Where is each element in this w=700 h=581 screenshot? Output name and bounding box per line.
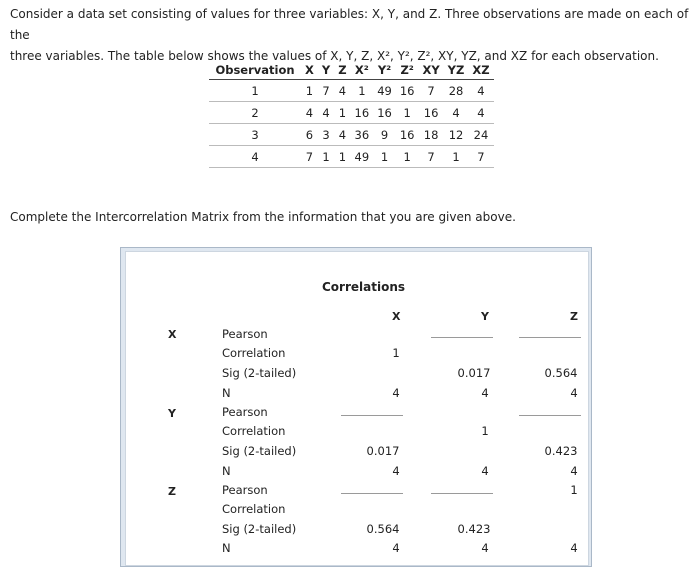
- table-cell: 1: [334, 146, 350, 168]
- z-x-n: 4: [392, 541, 400, 555]
- z-y-sig: 0.423: [457, 522, 491, 536]
- table-cell: 24: [468, 124, 493, 146]
- stat-label-sig: Sig (2-tailed): [222, 444, 297, 458]
- table-cell: 7: [301, 146, 318, 168]
- col-header-x: X: [392, 310, 401, 323]
- table-row: [209, 80, 494, 102]
- header-y: Y: [321, 63, 331, 77]
- table-cell: 1: [318, 146, 334, 168]
- header-z: Z: [338, 63, 347, 77]
- row-label-y: Y: [168, 407, 176, 420]
- header-observation: Observation: [215, 63, 295, 77]
- table-cell: 49: [351, 146, 374, 168]
- header-xz: XZ: [472, 63, 490, 77]
- table-cell: 7: [468, 146, 493, 168]
- stat-label-sig: Sig (2-tailed): [222, 366, 297, 380]
- table-row: [209, 102, 494, 124]
- stat-label-n: N: [222, 386, 231, 400]
- stat-label-n: N: [222, 541, 231, 555]
- table-cell: 12: [444, 124, 469, 146]
- observation-table: [209, 61, 494, 168]
- table-row: [209, 146, 494, 168]
- table-cell: 49: [373, 80, 396, 102]
- table-row: [209, 124, 494, 146]
- z-y-n: 4: [481, 541, 489, 555]
- table-cell: 7: [318, 80, 334, 102]
- table-cell: 4: [209, 146, 301, 168]
- intro-line-2: three variables. The table below shows the values of X, Y, Z, X², Y², Z², XY, YZ, and XZ for each observation.: [10, 49, 659, 63]
- table-cell: 1: [209, 80, 301, 102]
- table-cell: 28: [444, 80, 469, 102]
- header-z2: Z²: [400, 63, 414, 77]
- table-cell: 1: [396, 102, 419, 124]
- header-x2: X²: [354, 63, 369, 77]
- table-cell: 1: [444, 146, 469, 168]
- z-x-sig: 0.564: [366, 522, 400, 536]
- y-z-n: 4: [570, 464, 578, 478]
- stat-label-pearson: Pearson: [222, 405, 268, 419]
- stat-label-correlation: Correlation: [222, 502, 286, 516]
- header-xy: XY: [422, 63, 440, 77]
- table-cell: 7: [418, 80, 443, 102]
- correlations-title: Correlations: [322, 280, 406, 294]
- table-cell: 16: [418, 102, 443, 124]
- y-y-correlation: 1: [481, 424, 489, 438]
- table-cell: 7: [418, 146, 443, 168]
- table-cell: 16: [373, 102, 396, 124]
- z-y-correlation-input[interactable]: [431, 479, 493, 494]
- table-cell: 4: [444, 102, 469, 124]
- stat-label-pearson: Pearson: [222, 327, 268, 341]
- x-z-correlation-input[interactable]: [519, 323, 581, 338]
- correlations-panel: [120, 247, 592, 567]
- instructions-text: Complete the Intercorrelation Matrix from the information that you are given above.: [10, 210, 516, 224]
- col-header-y: Y: [481, 310, 489, 323]
- table-cell: 1: [396, 146, 419, 168]
- table-cell: 4: [334, 80, 350, 102]
- header-x: X: [305, 63, 314, 77]
- table-cell: 1: [373, 146, 396, 168]
- header-yz: YZ: [447, 63, 465, 77]
- col-header-z: Z: [570, 310, 578, 323]
- table-cell: 16: [396, 80, 419, 102]
- x-y-sig: 0.017: [457, 366, 491, 380]
- row-label-z: Z: [168, 485, 176, 498]
- y-z-correlation-input[interactable]: [519, 401, 581, 416]
- table-cell: 1: [351, 80, 374, 102]
- table-cell: 1: [334, 102, 350, 124]
- z-x-correlation-input[interactable]: [341, 479, 403, 494]
- z-z-n: 4: [570, 541, 578, 555]
- table-cell: 4: [318, 102, 334, 124]
- y-z-sig: 0.423: [544, 444, 578, 458]
- intro-line-1: Consider a data set consisting of values for three variables: X, Y, and Z. Three observations are made on each of the: [10, 7, 689, 42]
- table-cell: 36: [351, 124, 374, 146]
- table-cell: 4: [468, 80, 493, 102]
- table-cell: 4: [468, 102, 493, 124]
- table-cell: 6: [301, 124, 318, 146]
- z-z-correlation: 1: [570, 483, 578, 497]
- x-x-n: 4: [392, 386, 400, 400]
- table-cell: 16: [396, 124, 419, 146]
- stat-label-sig: Sig (2-tailed): [222, 522, 297, 536]
- header-y2: Y²: [377, 63, 392, 77]
- x-y-correlation-input[interactable]: [431, 323, 493, 338]
- table-cell: 18: [418, 124, 443, 146]
- correlations-table: [125, 251, 589, 566]
- table-cell: 3: [318, 124, 334, 146]
- stat-label-correlation: Correlation: [222, 346, 286, 360]
- stat-label-correlation: Correlation: [222, 424, 286, 438]
- table-cell: 1: [301, 80, 318, 102]
- stat-label-n: N: [222, 464, 231, 478]
- x-x-correlation: 1: [392, 346, 400, 360]
- x-y-n: 4: [481, 386, 489, 400]
- table-cell: 4: [334, 124, 350, 146]
- y-y-n: 4: [481, 464, 489, 478]
- stat-label-pearson: Pearson: [222, 483, 268, 497]
- y-x-n: 4: [392, 464, 400, 478]
- table-cell: 16: [351, 102, 374, 124]
- y-x-sig: 0.017: [366, 444, 400, 458]
- table-cell: 2: [209, 102, 301, 124]
- table-cell: 4: [301, 102, 318, 124]
- x-z-sig: 0.564: [544, 366, 578, 380]
- table-cell: 9: [373, 124, 396, 146]
- intro-text: [10, 4, 695, 67]
- table-cell: 3: [209, 124, 301, 146]
- x-z-n: 4: [570, 386, 578, 400]
- y-x-correlation-input[interactable]: [341, 401, 403, 416]
- row-label-x: X: [168, 328, 177, 341]
